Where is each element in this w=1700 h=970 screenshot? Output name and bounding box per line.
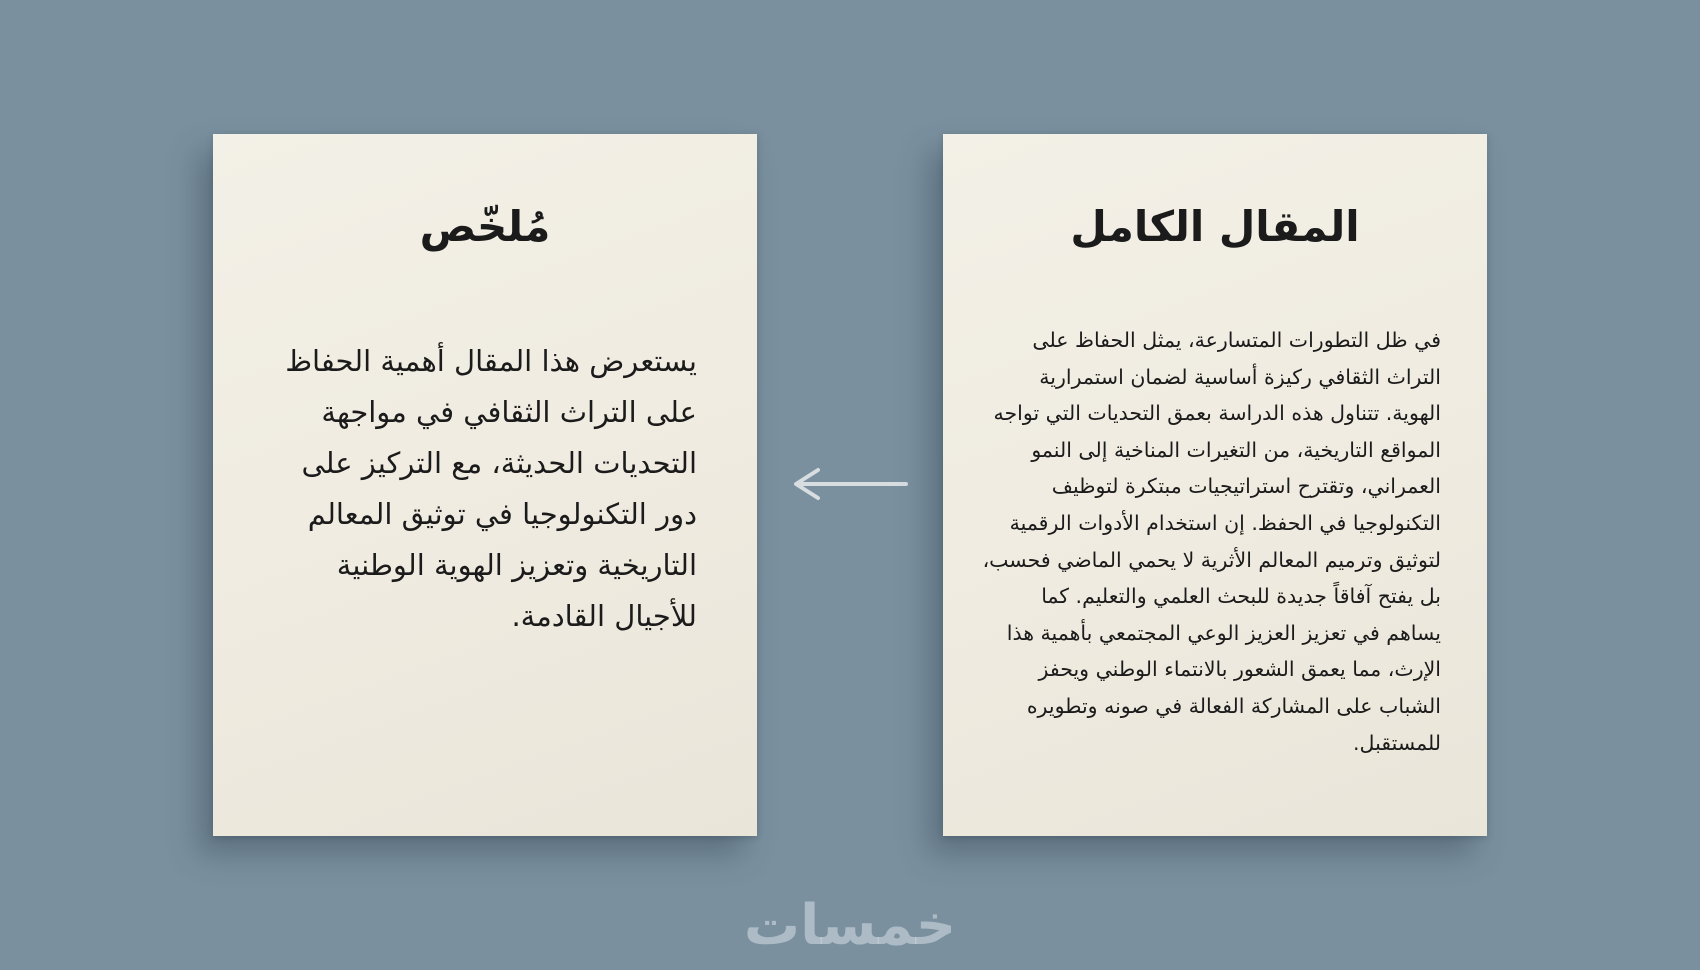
full-article-title: المقال الكامل: [1070, 202, 1360, 251]
left-arrow-icon: [790, 466, 910, 506]
summary-card: [213, 134, 757, 836]
full-article-card: [943, 134, 1487, 836]
summary-body: يستعرض هذا المقال أهمية الحفاظ على التراث الثقافي في مواجهة التحديات الحديثة، مع التركيز على دور التكنولوجيا في توثيق المعالم التاريخية وتعزيز الهوية الوطنية للأجيال القادمة.: [285, 344, 697, 633]
full-article-body: في ظل التطورات المتسارعة، يمثل الحفاظ على التراث الثقافي ركيزة أساسية لضمان استمرارية الهوية. تتناول هذه الدراسة بعمق التحديات التي تواجه المواقع التاريخية، من التغيرات المناخية إلى النمو العمراني، وتقترح استراتيجيات مبتكرة لتوظيف التكنولوجيا في الحفظ. إن استخدام الأدوات الرقمية لتوثيق وترميم المعالم الأثرية لا يحمي الماضي فحسب، بل يفتح آفاقاً جديدة للبحث العلمي والتعليم. كما يساهم في تعزيز العزيز الوعي المجتمعي بأهمية هذا الإرث، مما يعمق الشعور بالانتماء الوطني ويحفز الشباب على المشاركة الفعالة في صونه وتطويره للمستقبل.: [982, 328, 1441, 755]
summary-title: مُلخّص: [419, 202, 551, 251]
khamsat-logo: خمسات: [743, 893, 957, 958]
